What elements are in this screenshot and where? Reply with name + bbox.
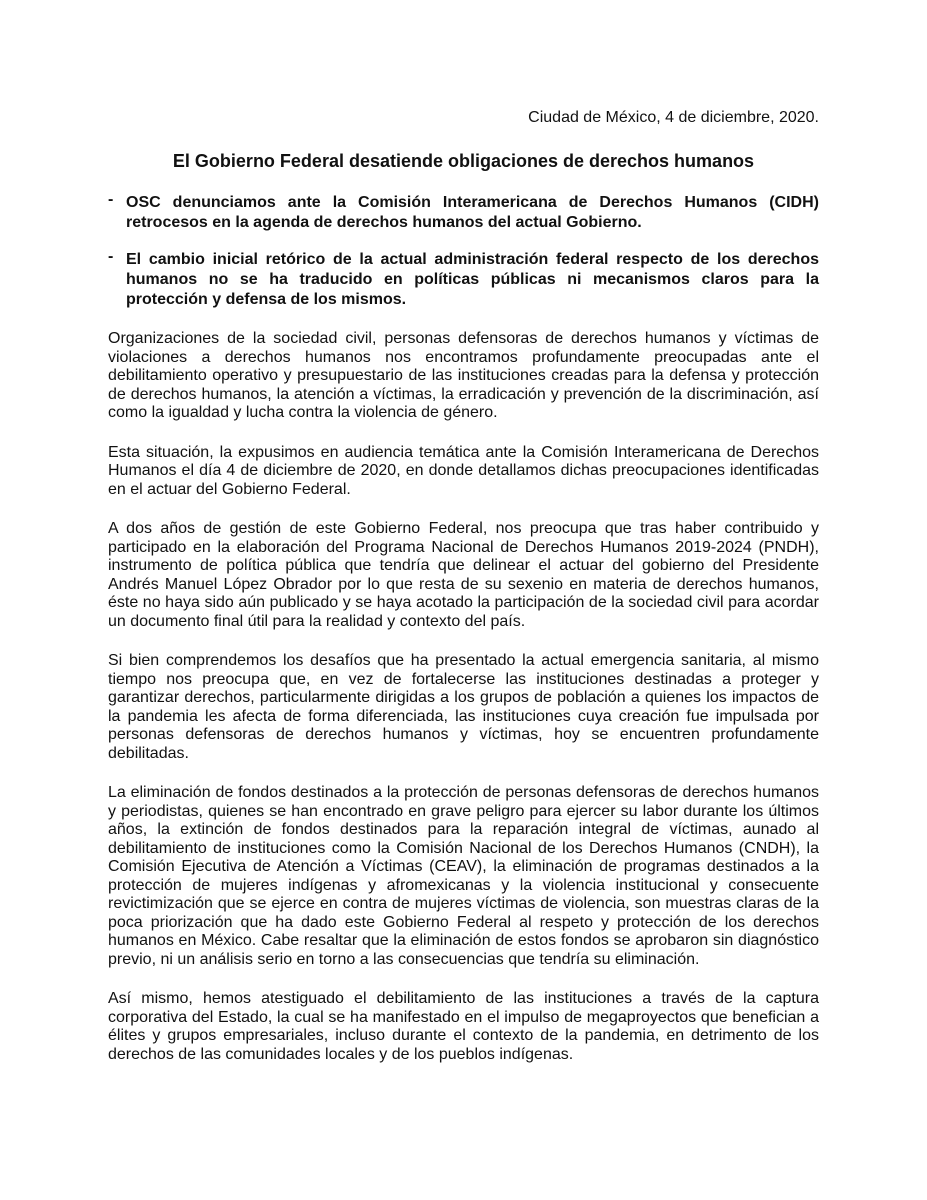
body-paragraph: Esta situación, la expusimos en audiencia temática ante la Comisión Interamericana de Derechos Humanos el día 4 de diciembre de 2020, en donde detallamos dichas preocupaciones identificadas en el actuar del Gobierno Federal. — [108, 443, 819, 498]
summary-bullet — [108, 250, 819, 310]
dash-bullet-icon: - — [108, 248, 114, 265]
summary-bullet — [108, 193, 819, 233]
summary-bullets — [108, 193, 819, 327]
dateline: Ciudad de México, 4 de diciembre, 2020. — [528, 109, 819, 126]
summary-bullet-text: OSC denunciamos ante la Comisión Interamericana de Derechos Humanos (CIDH) retrocesos en la agenda de derechos humanos del actual Gobierno. — [126, 194, 819, 231]
dash-bullet-icon: - — [108, 191, 114, 208]
body-paragraph: Así mismo, hemos atestiguado el debilitamiento de las instituciones a través de la captura corporativa del Estado, la cual se ha manifestado en el impulso de megaproyectos que benefician a élites y grupos empresariales, incluso durante el contexto de la pandemia, en detrimento de los derechos de las comunidades locales y de los pueblos indígenas. — [108, 990, 819, 1063]
body-paragraph: La eliminación de fondos destinados a la protección de personas defensoras de derechos humanos y periodistas, quienes se han encontrado en grave peligro para ejercer su labor durante los últimos años, la extinción de fondos destinados para la reparación integral de víctimas, aunado al debilitamiento de instituciones como la Comisión Nacional de los Derechos Humanos (CNDH), la Comisión Ejecutiva de Atención a Víctimas (CEAV), la eliminación de programas destinados a la protección de mujeres indígenas y afromexicanas y la violencia institucional y consecuente revictimización que se ejerce en contra de mujeres víctimas de violencia, son muestras claras de la poca priorización que ha dado este Gobierno Federal al respeto y protección de los derechos humanos en México. Cabe resaltar que la eliminación de estos fondos se aprobaron sin diagnóstico previo, ni un análisis serio en torno a las consecuencias que tendría su eliminación. — [108, 784, 819, 968]
body-paragraph: Organizaciones de la sociedad civil, personas defensoras de derechos humanos y víctimas de violaciones a derechos humanos nos encontramos profundamente preocupadas ante el debilitamiento operativo y presupuestario de las instituciones creadas para la defensa y protección de derechos humanos, la atención a víctimas, la erradicación y prevención de la discriminación, así como la igualdad y lucha contra la violencia de género. — [108, 330, 819, 421]
body-paragraph: Si bien comprendemos los desafíos que ha presentado la actual emergencia sanitaria, al mismo tiempo nos preocupa que, en vez de fortalecerse las instituciones destinadas a proteger y garantizar derechos, particularmente dirigidas a los grupos de población a quienes los impactos de la pandemia les afecta de forma diferenciada, las instituciones cuya creación fue impulsada por personas defensoras de derechos humanos y víctimas, hoy se encuentren profundamente debilitadas. — [108, 652, 819, 762]
body-paragraph: A dos años de gestión de este Gobierno Federal, nos preocupa que tras haber contribuido y participado en la elaboración del Programa Nacional de Derechos Humanos 2019-2024 (PNDH), instrumento de política pública que tendría que delinear el actuar del gobierno del Presidente Andrés Manuel López Obrador por lo que resta de su sexenio en materia de derechos humanos, éste no haya sido aún publicado y se haya acotado la participación de la sociedad civil para acordar un documento final útil para la realidad y contexto del país. — [108, 520, 819, 630]
document-body — [108, 330, 819, 1085]
summary-bullet-text: El cambio inicial retórico de la actual administración federal respecto de los derechos humanos no se ha traducido en políticas públicas ni mecanismos claros para la protección y defensa de los mismos. — [126, 251, 819, 308]
document-title: El Gobierno Federal desatiende obligaciones de derechos humanos — [172, 151, 755, 171]
